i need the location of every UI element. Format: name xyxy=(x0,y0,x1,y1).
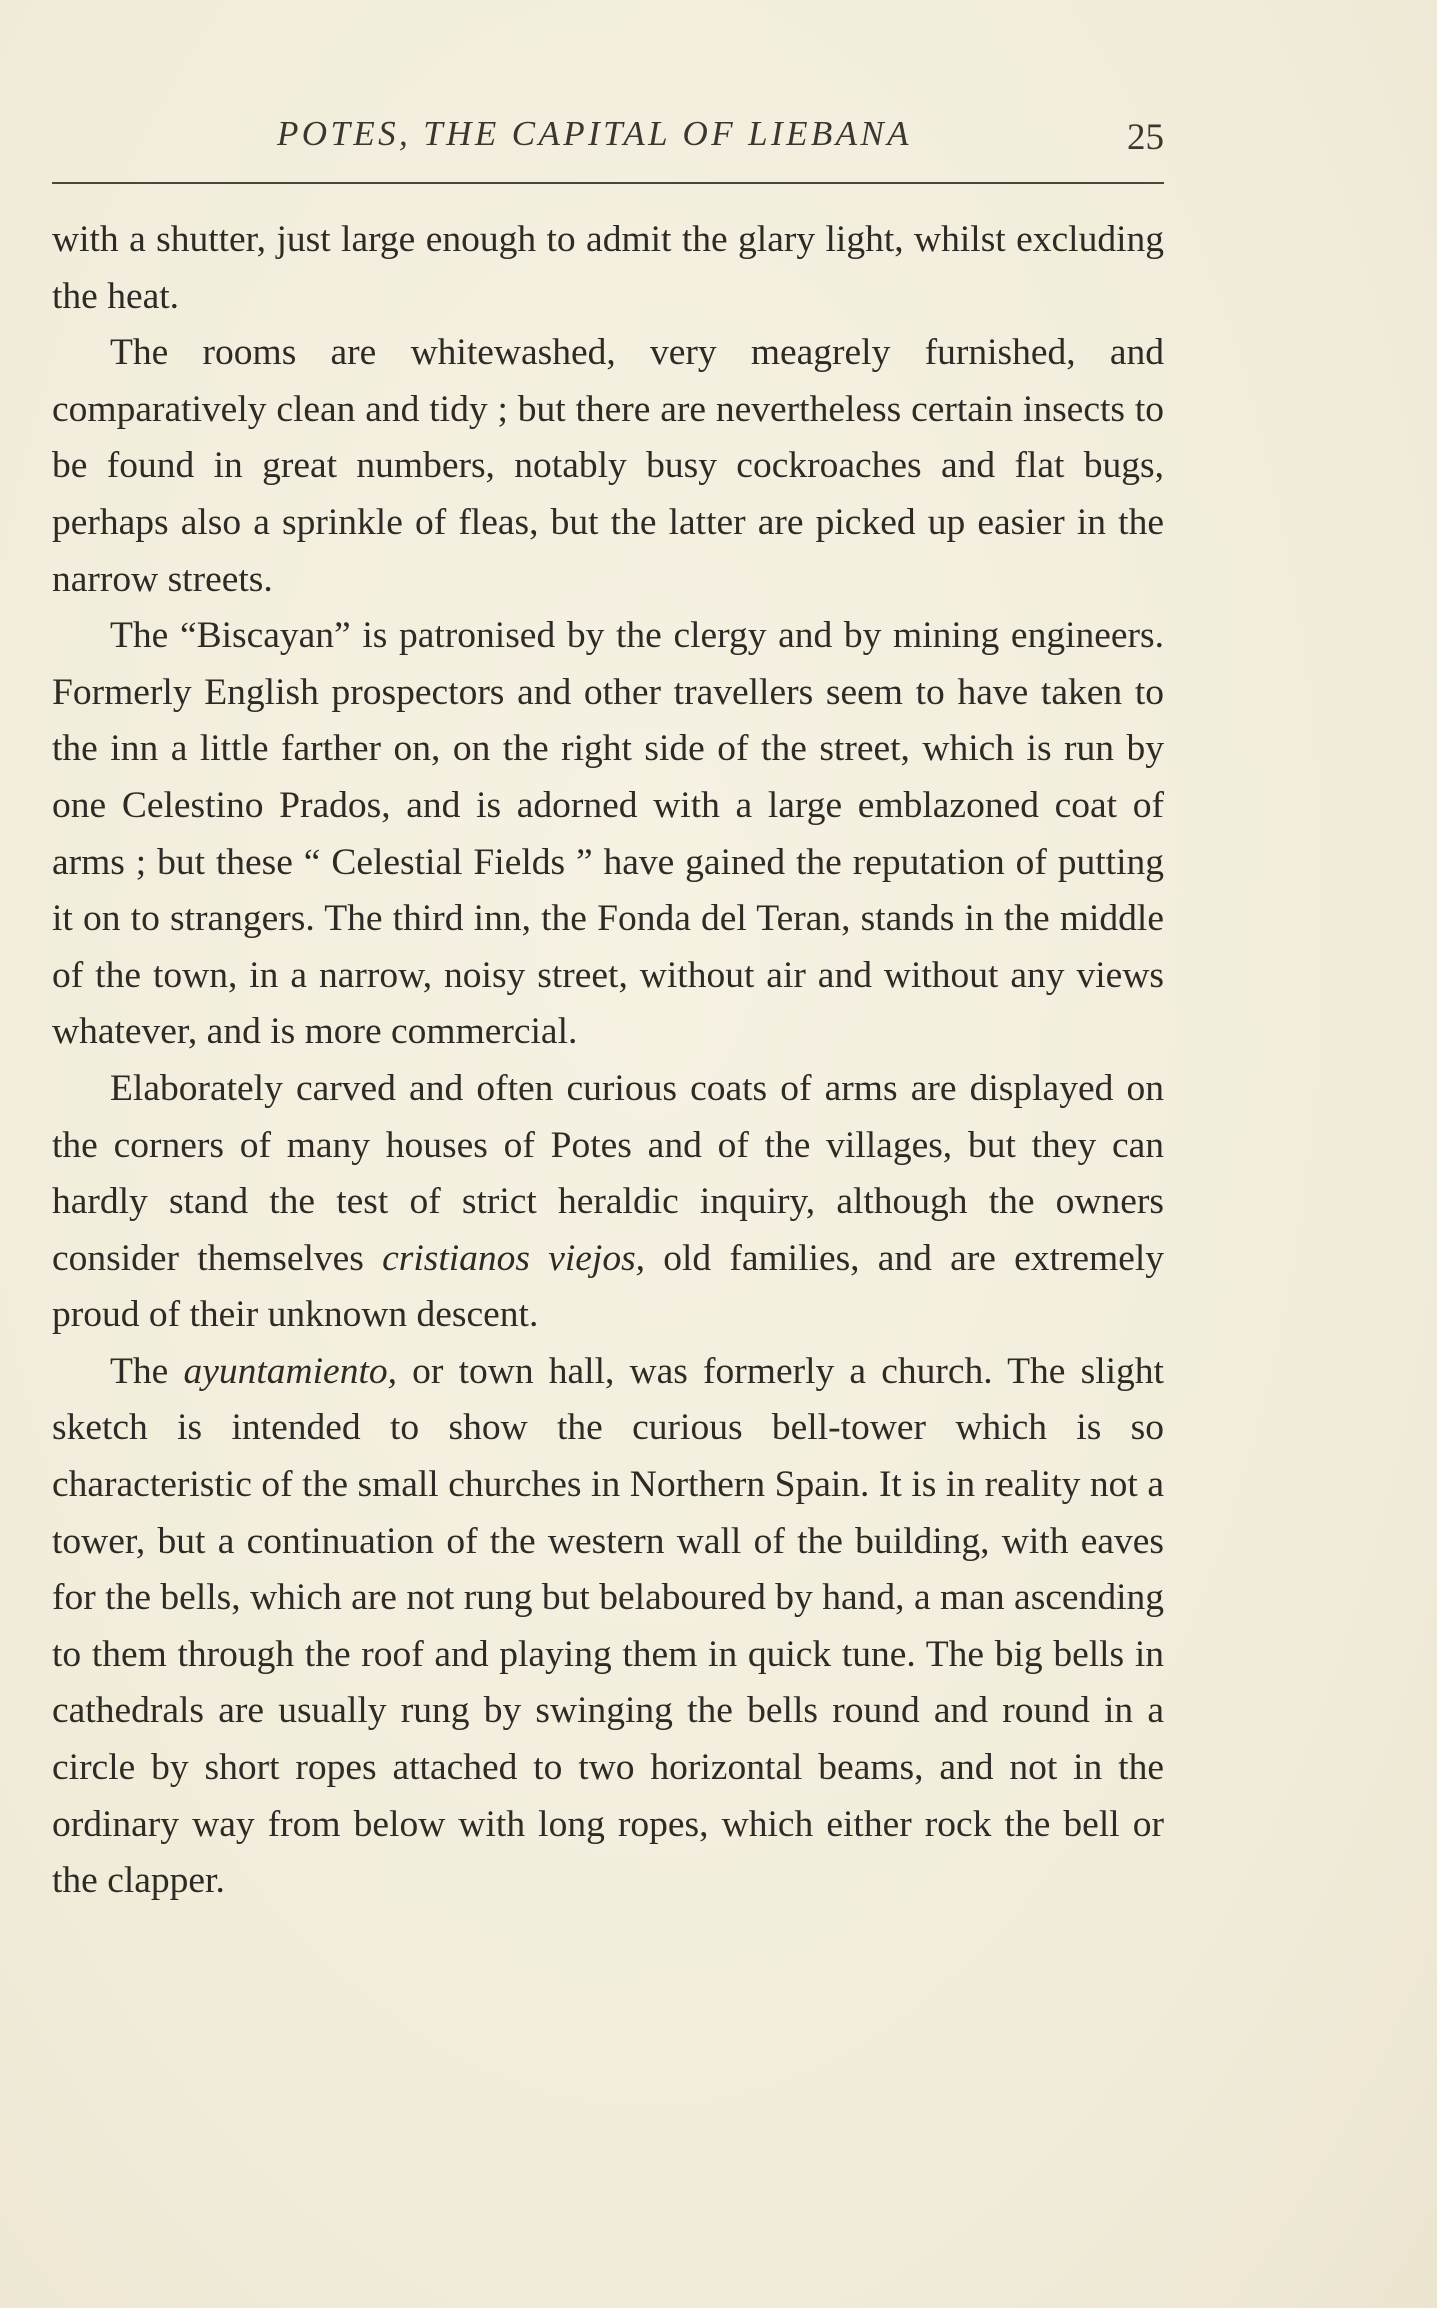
text-run: Elaborately carved and often curious coats of arms are displayed on the corners of many houses of Potes and of the villages, but they can hardly stand the test of strict heraldic inquiry, although the owners consider themselves xyxy=(52,1067,1164,1279)
paragraph xyxy=(52,1061,1164,1344)
text-run: The xyxy=(110,1350,184,1392)
text-run: or town hall, was formerly a church. The slight sketch is intended to show the curious bell-tower which is so characteristic of the small churches in Northern Spain. It is in reality not a tower, but a continuation of the western wall of the building, with eaves for the bells, which are not rung but belaboured by hand, a man ascending to them through the roof and playing them in quick tune. The big bells in cathedrals are usually rung by swinging the bells round and round in a circle by short ropes attached to two horizontal beams, and not in the ordinary way from below with long ropes, which either rock the bell or the clapper. xyxy=(52,1350,1164,1902)
italic-term: cristianos viejos, xyxy=(382,1237,646,1279)
running-title: POTES, THE CAPITAL OF LIEBANA xyxy=(277,114,912,153)
page-number: 25 xyxy=(1127,117,1164,158)
paragraph xyxy=(52,608,1164,1061)
text-run: old families, and are extremely proud of their unknown descent. xyxy=(52,1237,1165,1336)
header-rule xyxy=(52,182,1164,184)
text-run: The rooms are whitewashed, very meagrely furnished, and comparatively clean and tidy ; but there are nevertheless certain insects to be found in great numbers, notably busy cockroaches and flat bugs, perhaps also a sprinkle of fleas, but the latter are picked up easier in the narrow streets. xyxy=(52,332,1164,600)
text-run: with a shutter, just large enough to admit the glary light, whilst excluding the heat. xyxy=(52,219,1164,317)
running-head xyxy=(52,108,1164,162)
italic-term: ayuntamiento, xyxy=(183,1350,397,1392)
body-text xyxy=(52,212,1164,1910)
text-run: The “Biscayan” is patronised by the clergy and by mining engineers. Formerly English prospectors and other travellers seem to have taken to the inn a little farther on, on the right side of the street, which is run by one Celestino Prados, and is adorned with a large emblazoned coat of arms ; but these “ Celestial Fields ” have gained the reputation of putting it on to strangers. The third inn, the Fonda del Teran, stands in the middle of the town, in a narrow, noisy street, without air and without any views whatever, and is more commercial. xyxy=(52,615,1164,1053)
paragraph xyxy=(52,1344,1164,1910)
paragraph xyxy=(52,325,1164,608)
paragraph xyxy=(52,212,1164,325)
